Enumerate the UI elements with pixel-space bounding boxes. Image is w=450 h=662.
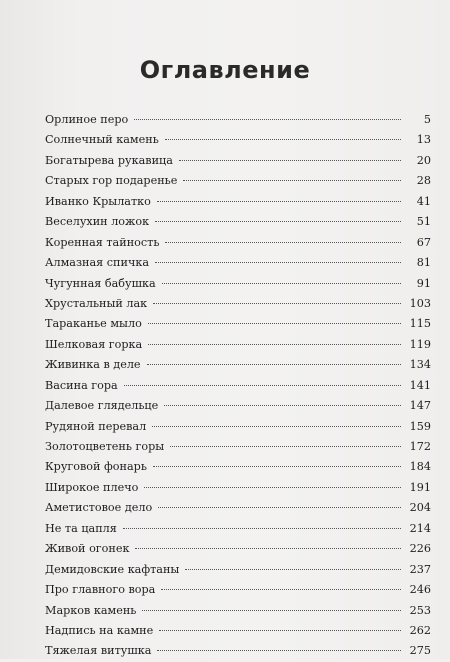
toc-entry-page-number: 184 — [409, 460, 431, 474]
toc-entry-title: Веселухин ложок — [45, 215, 150, 229]
toc-entry — [45, 294, 431, 314]
toc-entry-title: Не та цапля — [45, 521, 117, 535]
toc-entry-title: Живинка в деле — [45, 358, 141, 372]
toc-entry — [45, 498, 431, 518]
toc-entry — [45, 314, 431, 334]
toc-entry-page-number: 28 — [416, 174, 431, 188]
toc-entry-title: Марков камень — [45, 603, 137, 617]
toc-entry — [45, 601, 431, 621]
toc-entry-title: Широкое плечо — [45, 480, 139, 494]
toc-entry-page-number: 103 — [409, 296, 431, 310]
toc-entry-page-number: 246 — [409, 583, 431, 597]
toc-entry-title: Про главного вора — [45, 583, 156, 597]
dot-leader — [147, 364, 401, 365]
toc-entry-page-number: 214 — [409, 521, 431, 535]
toc-entry-page-number: 204 — [409, 501, 431, 515]
toc-entry-title: Далевое глядельце — [45, 399, 159, 413]
toc-entry-page-number: 262 — [409, 623, 431, 637]
dot-leader — [162, 283, 401, 284]
page-title: Оглавление — [139, 56, 311, 84]
dot-leader — [157, 650, 401, 651]
toc-entry-page-number: 5 — [423, 113, 431, 126]
toc-entry-page-number: 159 — [409, 419, 431, 433]
toc-entry-page-number: 147 — [409, 399, 431, 413]
dot-leader — [134, 119, 401, 120]
toc-entry — [45, 253, 431, 273]
toc-entry — [45, 396, 431, 416]
dot-leader — [123, 528, 401, 529]
dot-leader — [183, 180, 401, 181]
toc-entry-title: Иванко Крылатко — [45, 194, 151, 208]
dot-leader — [165, 242, 401, 243]
table-of-contents — [45, 110, 431, 662]
toc-entry — [45, 130, 431, 150]
toc-entry-page-number: 172 — [409, 440, 431, 453]
toc-entry-page-number: 41 — [416, 194, 431, 208]
dot-leader — [161, 589, 401, 590]
dot-leader — [152, 426, 401, 427]
toc-entry — [45, 621, 431, 641]
toc-entry-page-number: 237 — [409, 562, 431, 576]
toc-entry-title: Круговой фонарь — [45, 460, 147, 474]
toc-entry-title: Хрустальный лак — [45, 296, 148, 310]
toc-entry-title: Богатырева рукавица — [45, 153, 173, 167]
dot-leader — [159, 630, 401, 631]
toc-entry-title: Рудяной перевал — [45, 419, 147, 433]
toc-entry-page-number: 141 — [409, 378, 431, 392]
dot-leader — [170, 446, 401, 447]
toc-entry-page-number: 134 — [409, 358, 431, 372]
toc-entry — [45, 478, 431, 498]
toc-entry-page-number: 275 — [409, 644, 431, 658]
toc-entry-page-number: 253 — [409, 603, 431, 617]
dot-leader — [179, 160, 401, 161]
dot-leader — [153, 303, 401, 304]
toc-entry-page-number: 13 — [416, 133, 431, 147]
dot-leader — [144, 487, 401, 488]
toc-entry-page-number: 67 — [416, 235, 431, 249]
toc-entry-title: Аметистовое дело — [45, 501, 153, 515]
toc-entry — [45, 233, 431, 253]
toc-entry — [45, 376, 431, 396]
toc-entry-page-number: 119 — [409, 337, 431, 351]
toc-entry-page-number: 51 — [416, 215, 431, 229]
toc-entry — [45, 355, 431, 375]
dot-leader — [185, 569, 401, 570]
toc-entry — [45, 437, 431, 457]
toc-entry — [45, 560, 431, 580]
dot-leader — [155, 221, 401, 222]
toc-entry — [45, 335, 431, 355]
toc-entry — [45, 457, 431, 477]
toc-entry — [45, 539, 431, 559]
toc-entry-page-number: 115 — [409, 317, 431, 331]
toc-entry — [45, 417, 431, 437]
toc-entry — [45, 519, 431, 539]
toc-entry-title: Старых гор подаренье — [45, 174, 178, 188]
toc-entry-page-number: 91 — [416, 276, 431, 290]
toc-entry-title: Демидовские кафтаны — [45, 562, 180, 576]
toc-entry-title: Шелковая горка — [45, 337, 143, 351]
toc-entry-page-number: 20 — [416, 153, 431, 167]
toc-entry-page-number: 191 — [409, 480, 431, 494]
dot-leader — [135, 548, 401, 549]
toc-entry — [45, 171, 431, 191]
toc-entry-title: Солнечный камень — [45, 133, 159, 147]
toc-entry — [45, 192, 431, 212]
dot-leader — [148, 323, 401, 324]
dot-leader — [158, 507, 401, 508]
toc-entry — [45, 110, 431, 130]
toc-entry — [45, 274, 431, 294]
dot-leader — [142, 610, 401, 611]
toc-entry-title: Надпись на камне — [45, 623, 154, 637]
toc-entry-title: Тяжелая витушка — [45, 644, 152, 658]
toc-entry-title: Золотоцветень горы — [45, 440, 165, 453]
dot-leader — [124, 385, 401, 386]
dot-leader — [164, 405, 401, 406]
toc-entry — [45, 580, 431, 600]
toc-entry-title: Васина гора — [45, 378, 118, 392]
toc-entry-page-number: 226 — [409, 542, 431, 556]
toc-entry-title: Чугунная бабушка — [45, 276, 156, 290]
dot-leader — [155, 262, 401, 263]
dot-leader — [153, 466, 401, 467]
toc-entry-title: Орлиное перо — [45, 113, 129, 126]
toc-entry — [45, 212, 431, 232]
toc-entry — [45, 151, 431, 171]
toc-entry-title: Алмазная спичка — [45, 256, 150, 270]
dot-leader — [148, 344, 401, 345]
toc-entry-title: Коренная тайность — [45, 235, 160, 249]
toc-entry-title: Тараканье мыло — [45, 317, 142, 331]
toc-entry-page-number: 81 — [416, 256, 431, 270]
dot-leader — [165, 139, 401, 140]
toc-entry-title: Живой огонек — [45, 542, 130, 556]
dot-leader — [157, 201, 401, 202]
